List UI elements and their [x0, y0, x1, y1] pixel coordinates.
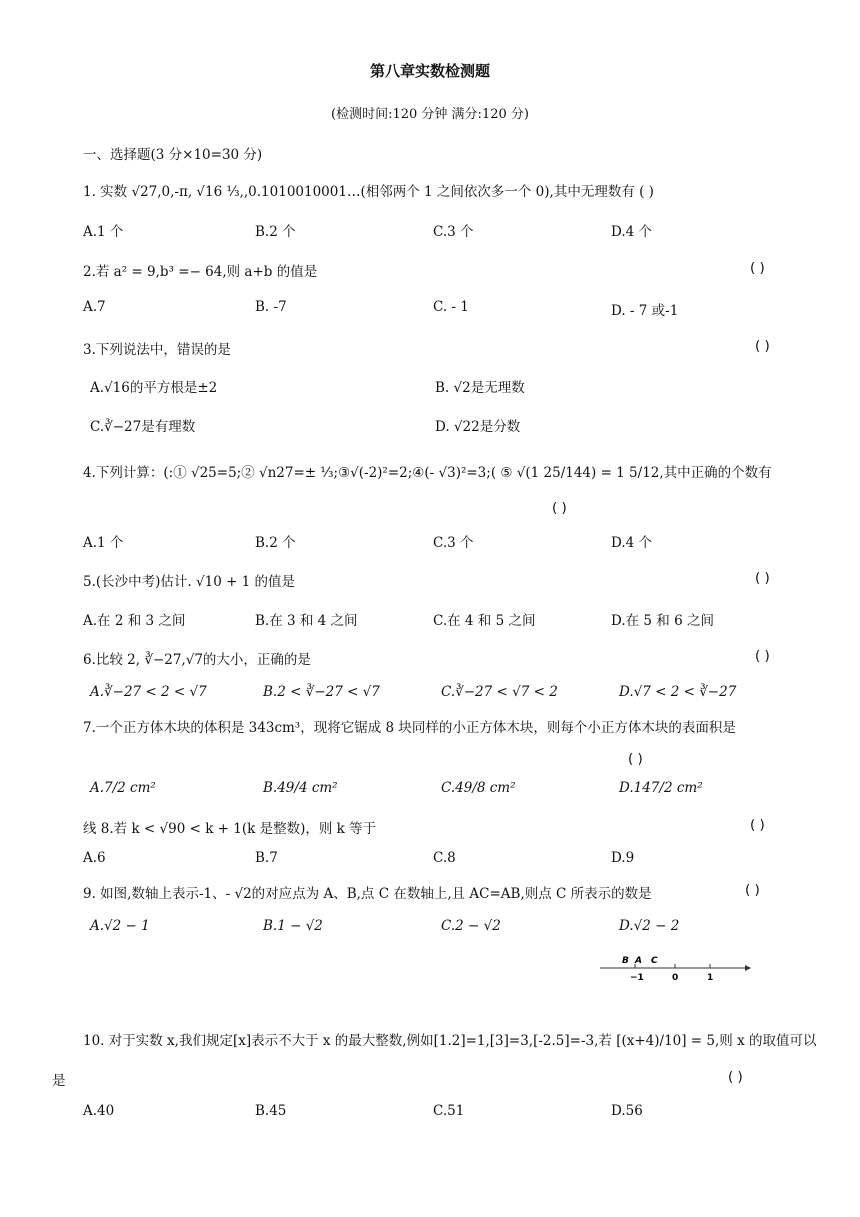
q9-answer-blank: ( ): [745, 882, 760, 898]
q1-option-d: D.4 个: [611, 224, 653, 240]
q6-option-a: A.∛−27 < 2 < √7: [90, 684, 207, 700]
q10-option-c: C.51: [433, 1103, 465, 1119]
q5-option-b: B.在 3 和 4 之间: [255, 613, 358, 629]
q5-answer-blank: ( ): [755, 570, 770, 586]
q4-option-a: A.1 个: [83, 535, 124, 551]
question-1-stem: 1. 实数 √27,0,-π, √16 ⅓,,0.1010010001…(相邻两个 1 之间依次多一个 0),其中无理数有 ( ): [83, 184, 654, 200]
q2-option-a: A.7: [83, 299, 106, 315]
q9-option-b: B.1 − √2: [263, 918, 323, 934]
tick-label-0: 0: [672, 973, 679, 983]
number-line-arrow: [745, 965, 751, 971]
q10-answer-blank: ( ): [728, 1069, 743, 1085]
q8-answer-blank: ( ): [750, 817, 765, 833]
question-8-stem: 线 8.若 k < √90 < k + 1(k 是整数)，则 k 等于: [83, 821, 377, 837]
q5-option-d: D.在 5 和 6 之间: [611, 613, 714, 629]
q8-option-b: B.7: [255, 850, 278, 866]
number-line-figure: [595, 950, 755, 986]
point-c-label: C: [651, 956, 658, 966]
question-10-stem-continued: 是: [52, 1073, 66, 1089]
question-9-stem: 9. 如图,数轴上表示-1、- √2的对应点为 A、B,点 C 在数轴上,且 AC=AB,则点 C 所表示的数是: [83, 886, 652, 902]
q4-option-b: B.2 个: [255, 535, 296, 551]
tick-label-neg1: −1: [630, 973, 644, 983]
q2-option-c: C. - 1: [433, 299, 469, 315]
page-title: 第八章实数检测题: [369, 62, 490, 80]
q4-option-d: D.4 个: [611, 535, 653, 551]
question-6-stem: 6.比较 2, ∛−27,√7的大小，正确的是: [83, 652, 311, 668]
q3-option-a: A.√16的平方根是±2: [90, 380, 218, 396]
section-heading: 一、选择题(3 分×10=30 分): [83, 147, 263, 163]
question-4-stem: 4.下列计算：(:① √25=5;② √n27=± ⅓;③√(-2)²=2;④(- √3)²=3;( ⑤ √(1 25/144) = 1 5/12,其中正确的个数有: [83, 465, 772, 481]
q2-option-b: B. -7: [255, 299, 287, 315]
q3-option-d: D. √22是分数: [435, 419, 521, 435]
q3-answer-blank: ( ): [755, 338, 770, 354]
q1-option-a: A.1 个: [83, 224, 124, 240]
question-5-stem: 5.(长沙中考)估计. √10 + 1 的值是: [83, 574, 296, 590]
q7-answer-blank: ( ): [628, 751, 643, 767]
point-a-label: A: [635, 956, 642, 966]
q1-option-c: C.3 个: [433, 224, 474, 240]
q3-option-c: C.∛−27是有理数: [90, 419, 196, 435]
q7-option-d: D.147/2 cm²: [619, 780, 703, 796]
q9-option-a: A.√2 − 1: [90, 918, 150, 934]
tick-label-1: 1: [707, 973, 714, 983]
q7-option-b: B.49/4 cm²: [263, 780, 338, 796]
q4-option-c: C.3 个: [433, 535, 474, 551]
q5-option-c: C.在 4 和 5 之间: [433, 613, 536, 629]
q8-option-d: D.9: [611, 850, 635, 866]
subtitle: (检测时间:120 分钟 满分:120 分): [331, 107, 529, 122]
q2-answer-blank: ( ): [750, 260, 765, 276]
q4-answer-blank: ( ): [552, 500, 567, 516]
q6-option-b: B.2 < ∛−27 < √7: [263, 684, 380, 700]
q7-option-c: C.49/8 cm²: [441, 780, 516, 796]
question-7-stem: 7.一个正方体木块的体积是 343cm³，现将它锯成 8 块同样的小正方体木块，则每个小正方体木块的表面积是: [83, 720, 736, 736]
q10-option-b: B.45: [255, 1103, 287, 1119]
question-10-stem: 10. 对于实数 x,我们规定[x]表示不大于 x 的最大整数,例如[1.2]=1,[3]=3,[-2.5]=-3,若 [(x+4)/10] = 5,则 x 的取值可以: [83, 1033, 817, 1049]
q6-answer-blank: ( ): [755, 648, 770, 664]
q5-option-a: A.在 2 和 3 之间: [83, 613, 186, 629]
point-b-label: B: [622, 956, 629, 966]
q8-option-a: A.6: [83, 850, 106, 866]
question-2-stem: 2.若 a² = 9,b³ =− 64,则 a+b 的值是: [83, 264, 318, 280]
q2-option-d: D. - 7 或-1: [611, 303, 679, 319]
question-3-stem: 3.下列说法中，错误的是: [83, 342, 231, 358]
q9-option-d: D.√2 − 2: [619, 918, 680, 934]
q6-option-d: D.√7 < 2 < ∛−27: [619, 684, 737, 700]
q10-option-a: A.40: [83, 1103, 115, 1119]
q10-option-d: D.56: [611, 1103, 643, 1119]
q3-option-b: B. √2是无理数: [435, 380, 525, 396]
q7-option-a: A.7/2 cm²: [90, 780, 156, 796]
q9-option-c: C.2 − √2: [441, 918, 501, 934]
q1-option-b: B.2 个: [255, 224, 296, 240]
q6-option-c: C.∛−27 < √7 < 2: [441, 684, 558, 700]
q8-option-c: C.8: [433, 850, 456, 866]
